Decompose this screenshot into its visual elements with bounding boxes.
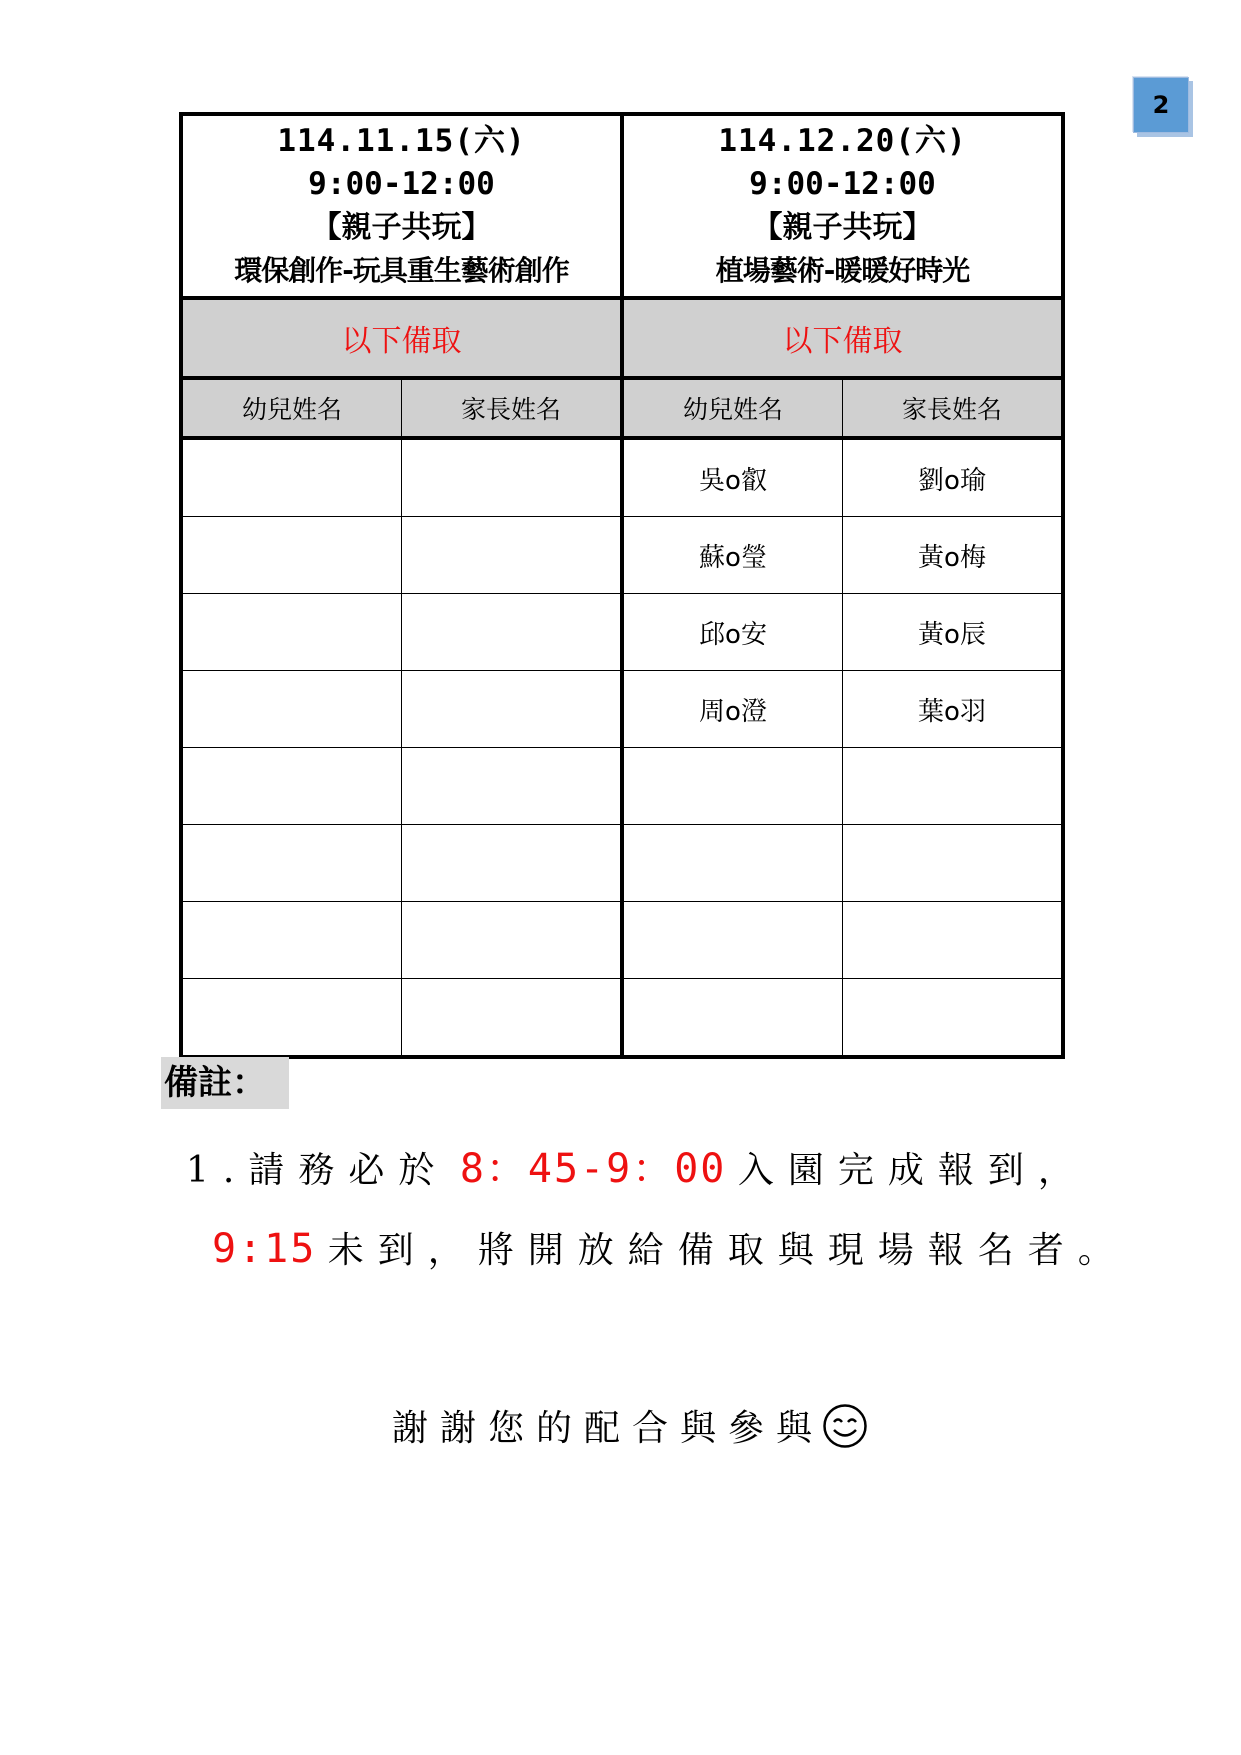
late-cutoff-time: 9:15 xyxy=(212,1226,317,1272)
session-1-time: 9:00-12:00 xyxy=(308,166,495,202)
session-1-child-cell xyxy=(181,438,402,517)
session-2-child-cell xyxy=(622,748,843,825)
table-row xyxy=(181,517,1063,594)
session-2-child-cell xyxy=(622,979,843,1058)
note-item-1-suffix: 入園完成報到， xyxy=(737,1150,1088,1191)
thanks-text: 謝謝您的配合與參與 xyxy=(392,1408,825,1449)
roster-rows xyxy=(181,438,1063,1057)
page-number-badge: 2 xyxy=(1133,77,1189,133)
session-1-parent-cell xyxy=(402,671,623,748)
session-1-parent-cell xyxy=(402,594,623,671)
session-2-parent-cell: 黃o辰 xyxy=(843,594,1064,671)
session-2-parent-cell xyxy=(843,902,1064,979)
session-2-activity: 植場藝術-暖暖好時光 xyxy=(715,254,970,287)
notes-title: 備註： xyxy=(161,1057,289,1109)
table-row xyxy=(181,979,1063,1058)
session-1-child-cell xyxy=(181,902,402,979)
session-2-header xyxy=(622,114,1063,298)
session-1-child-cell xyxy=(181,517,402,594)
session-2-child-cell: 蘇o瑩 xyxy=(622,517,843,594)
table-row xyxy=(181,438,1063,517)
signup-roster-table xyxy=(179,112,1065,1059)
session-2-child-cell: 吳o叡 xyxy=(622,438,843,517)
session-2-time: 9:00-12:00 xyxy=(749,166,936,202)
note-item-2 xyxy=(212,1222,1128,1273)
session-1-parent-cell xyxy=(402,825,623,902)
table-row xyxy=(181,748,1063,825)
session-1-parent-cell xyxy=(402,979,623,1058)
note-item-1-prefix: 1.請務必於 xyxy=(186,1150,449,1191)
session-2-kind: 【親子共玩】 xyxy=(752,210,933,245)
session-2-child-header: 幼兒姓名 xyxy=(622,378,843,438)
session-1-activity: 環保創作-玩具重生藝術創作 xyxy=(234,254,569,287)
session-1-header xyxy=(181,114,622,298)
session-1-child-cell xyxy=(181,748,402,825)
session-1-child-cell xyxy=(181,825,402,902)
session-2-child-cell xyxy=(622,902,843,979)
note-item-2-text: 未到，將開放給備取與現場報名者。 xyxy=(327,1230,1128,1271)
table-row xyxy=(181,671,1063,748)
session-1-parent-cell xyxy=(402,438,623,517)
session-2-child-cell: 周o澄 xyxy=(622,671,843,748)
session-2-parent-cell: 葉o羽 xyxy=(843,671,1064,748)
session-2-date: 114.12.20(六) xyxy=(718,123,967,159)
session-2-parent-cell: 黃o梅 xyxy=(843,517,1064,594)
table-row xyxy=(181,594,1063,671)
session-2-waitlist-label: 以下備取 xyxy=(622,298,1063,378)
session-2-parent-cell: 劉o瑜 xyxy=(843,438,1064,517)
session-2-parent-cell xyxy=(843,748,1064,825)
checkin-time-window: 8：45-9：00 xyxy=(459,1146,727,1192)
session-1-parent-cell xyxy=(402,748,623,825)
note-item-1 xyxy=(186,1137,1088,1194)
smile-icon xyxy=(822,1403,868,1449)
session-2-child-cell xyxy=(622,825,843,902)
session-2-parent-header: 家長姓名 xyxy=(843,378,1064,438)
session-2-child-cell: 邱o安 xyxy=(622,594,843,671)
session-1-child-header: 幼兒姓名 xyxy=(181,378,402,438)
session-1-parent-cell xyxy=(402,517,623,594)
session-2-parent-cell xyxy=(843,979,1064,1058)
table-row xyxy=(181,902,1063,979)
session-1-date: 114.11.15(六) xyxy=(277,123,526,159)
session-1-child-cell xyxy=(181,594,402,671)
session-1-kind: 【親子共玩】 xyxy=(311,210,492,245)
table-row xyxy=(181,825,1063,902)
session-2-parent-cell xyxy=(843,825,1064,902)
thanks-message xyxy=(392,1400,868,1451)
session-1-waitlist-label: 以下備取 xyxy=(181,298,622,378)
session-1-child-cell xyxy=(181,979,402,1058)
session-1-child-cell xyxy=(181,671,402,748)
session-1-parent-cell xyxy=(402,902,623,979)
session-1-parent-header: 家長姓名 xyxy=(402,378,623,438)
